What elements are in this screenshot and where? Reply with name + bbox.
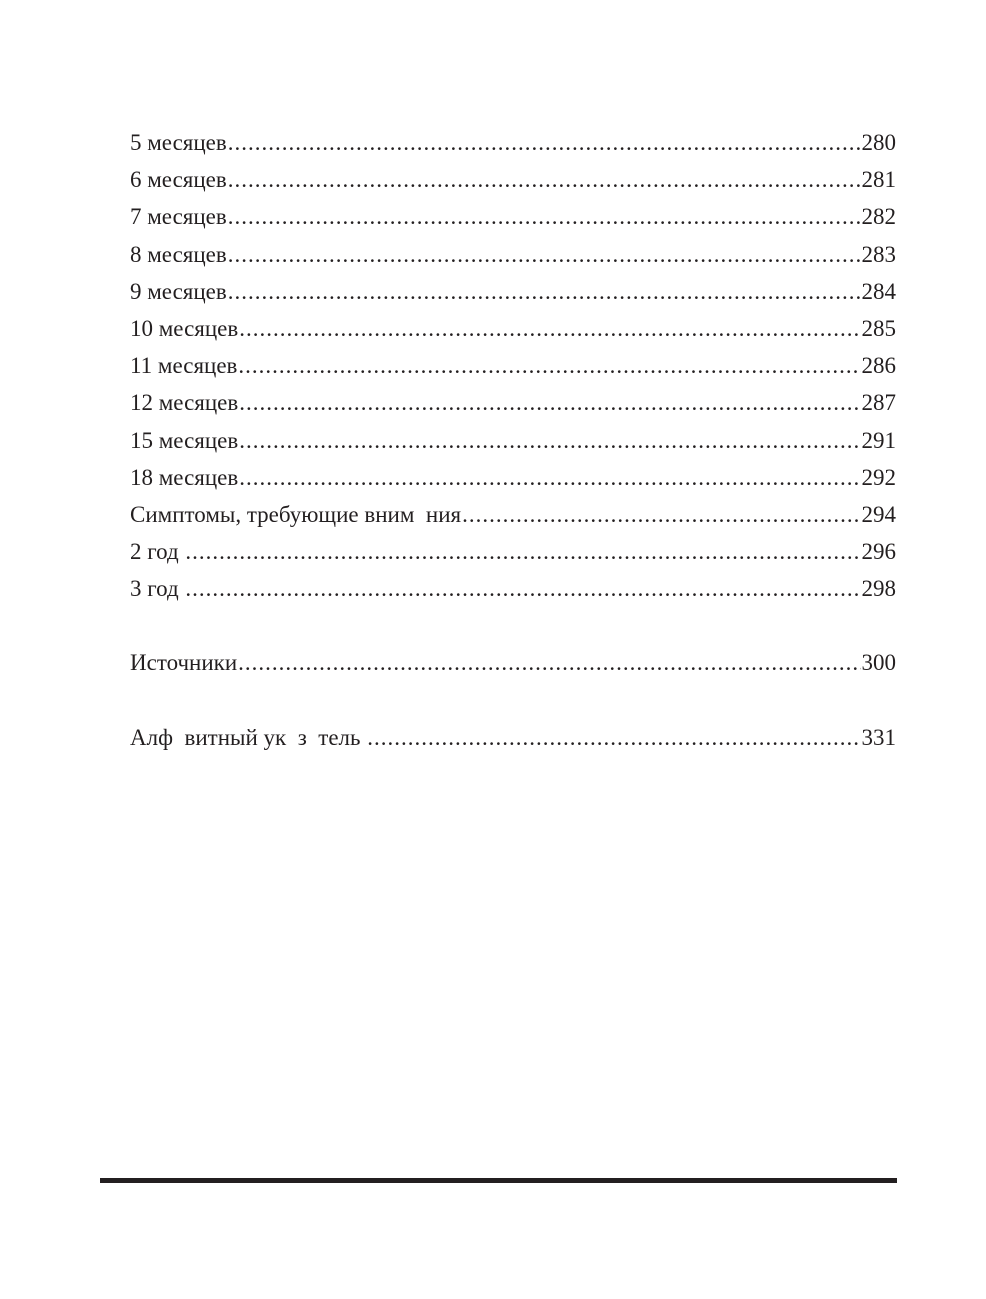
dot-leader (228, 161, 861, 198)
toc-entry-label: 15 месяцев (130, 427, 239, 453)
toc-entry-15-months[interactable] (130, 422, 896, 459)
toc-entry-8-months[interactable] (130, 236, 896, 273)
toc-entry-index[interactable] (130, 719, 896, 756)
dot-leader (238, 644, 860, 681)
toc-entry-page: 287 (861, 390, 896, 416)
toc-entry-9-months[interactable] (130, 273, 896, 310)
toc-entry-label: 5 месяцев (130, 130, 227, 155)
toc-entry-2-years[interactable] (130, 533, 896, 570)
toc-entry-page: 281 (861, 167, 896, 193)
toc-entry-symptoms[interactable] (130, 496, 896, 533)
footer-rule (100, 1178, 897, 1183)
dot-leader (239, 384, 860, 421)
toc-entry-sources[interactable] (130, 644, 896, 681)
toc-entry-page: 298 (861, 576, 896, 602)
dot-leader (185, 533, 860, 570)
dot-leader (228, 236, 861, 273)
table-of-contents (130, 124, 896, 756)
toc-entry-12-months[interactable] (130, 384, 896, 421)
toc-entry-page: 282 (861, 204, 896, 230)
toc-entry-5-months[interactable] (130, 124, 896, 161)
toc-entry-10-months[interactable] (130, 310, 896, 347)
toc-entry-page: 291 (861, 427, 896, 453)
toc-entry-page: 331 (861, 724, 896, 750)
toc-entry-page: 292 (861, 464, 896, 490)
toc-entry-label: 12 месяцев (130, 390, 239, 416)
toc-entry-label: 2 год (130, 539, 185, 565)
dot-leader (238, 347, 860, 384)
toc-entry-11-months[interactable] (130, 347, 896, 384)
toc-entry-page: 294 (861, 501, 896, 527)
toc-entry-label: 18 месяцев (130, 464, 239, 490)
toc-entry-label: Источники (130, 650, 238, 676)
toc-entry-18-months[interactable] (130, 459, 896, 496)
dot-leader (228, 273, 861, 310)
toc-entry-label: 7 месяцев (130, 204, 227, 230)
toc-entry-label: 9 месяцев (130, 278, 227, 304)
toc-entry-7-months[interactable] (130, 198, 896, 235)
toc-entry-label: Алф витный ук з тель (130, 724, 367, 750)
toc-entry-page: 286 (861, 353, 896, 379)
toc-entry-label: 11 месяцев (130, 353, 238, 379)
dot-leader (185, 570, 860, 607)
toc-entry-page: 284 (861, 278, 896, 304)
dot-leader (239, 459, 860, 496)
dot-leader (239, 310, 860, 347)
toc-entry-page: 300 (861, 650, 896, 676)
toc-entry-page: 280 (861, 130, 896, 155)
dot-leader (462, 496, 860, 533)
toc-entry-label: 8 месяцев (130, 241, 227, 267)
toc-entry-3-years[interactable] (130, 570, 896, 607)
toc-entry-page: 296 (861, 539, 896, 565)
toc-entry-page: 285 (861, 315, 896, 341)
dot-leader (228, 198, 861, 235)
toc-entry-label: Симптомы, требующие вним ния (130, 501, 462, 527)
toc-entry-page: 283 (861, 241, 896, 267)
toc-entry-label: 3 год (130, 576, 185, 602)
toc-entry-label: 6 месяцев (130, 167, 227, 193)
dot-leader (239, 422, 860, 459)
toc-entry-label: 10 месяцев (130, 315, 239, 341)
dot-leader (228, 124, 861, 161)
toc-entry-6-months[interactable] (130, 161, 896, 198)
dot-leader (367, 719, 860, 756)
